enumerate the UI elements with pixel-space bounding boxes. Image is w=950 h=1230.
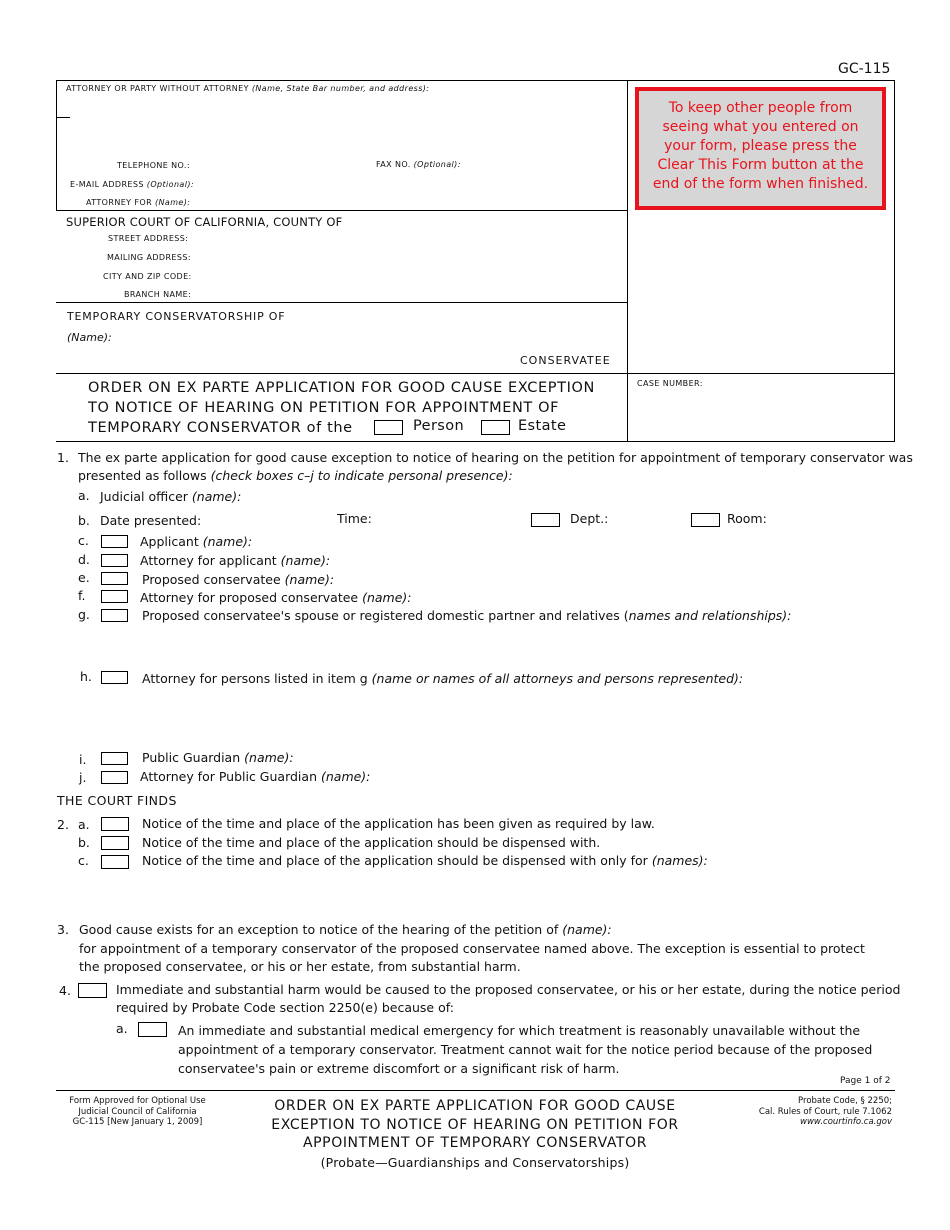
medical-emergency-text <box>178 1021 872 1078</box>
spouse-relatives-input[interactable] <box>140 628 889 668</box>
item1-f-letter: f. <box>78 588 86 603</box>
item4-line-2: required by Probate Code section 2250(e) because of: <box>116 1000 454 1015</box>
item3-line-2: for appointment of a temporary conservator of the proposed conservatee named above. The exception is essential to protect <box>79 941 865 956</box>
conservatorship-label: TEMPORARY CONSERVATORSHIP OF <box>67 310 286 323</box>
footer-rule <box>56 1090 895 1091</box>
item3-number: 3. <box>57 922 69 937</box>
immediate-harm-checkbox[interactable] <box>78 983 107 998</box>
attorney-conservatee-checkbox[interactable] <box>101 590 128 603</box>
attorney-public-guardian-input[interactable] <box>372 767 882 783</box>
conservatee-name-input[interactable] <box>120 327 620 343</box>
attorney-applicant-checkbox[interactable] <box>101 554 128 567</box>
attorney-persons-input[interactable] <box>140 690 889 749</box>
item4-number: 4. <box>59 983 71 998</box>
case-number-input[interactable] <box>635 392 890 436</box>
notice-dispensed-only-text: Notice of the time and place of the application should be dispensed with only for (names): <box>142 853 708 868</box>
item1-d-letter: d. <box>78 552 90 567</box>
footer-subtitle: (Probate—Guardianships and Conservatorships) <box>320 1154 630 1170</box>
applicant-label: Applicant (name): <box>140 534 253 549</box>
judicial-officer-label: Judicial officer (name): <box>100 489 242 504</box>
person-label: Person <box>413 418 465 434</box>
header-bottom-border <box>56 441 895 442</box>
attorney-persons-label: Attorney for persons listed in item g (name or names of all attorneys and persons represented): <box>142 671 744 686</box>
item1-a-letter: a. <box>78 488 90 503</box>
time-label: Time: <box>337 511 372 526</box>
item2-a-letter: a. <box>78 817 90 832</box>
item4-line-1: Immediate and substantial harm would be caused to the proposed conservatee, or his or her estate, during the notice period <box>116 982 901 997</box>
page-number: Page 1 of 2 <box>840 1076 891 1086</box>
footer-right-3[interactable]: www.courtinfo.ca.gov <box>800 1117 892 1127</box>
dept-label: Dept.: <box>570 511 609 526</box>
form-id: GC-115 <box>838 61 891 77</box>
conservatee-label: CONSERVATEE <box>520 354 611 367</box>
notice-dispensed-only-checkbox[interactable] <box>101 855 129 869</box>
public-guardian-label: Public Guardian (name): <box>142 750 294 765</box>
date-presented-input[interactable] <box>202 511 327 527</box>
footer-left-3: GC-115 [New January 1, 2009] <box>72 1117 203 1127</box>
public-guardian-checkbox[interactable] <box>101 752 128 765</box>
item1-number: 1. <box>57 450 69 465</box>
clear-form-notice-text: To keep other people from seeing what you entered on your form, please press the Clear This Form button at the end of the form when finished. <box>652 100 869 192</box>
item1-g-letter: g. <box>78 607 90 622</box>
header-top-border <box>56 80 895 81</box>
header-right-border <box>894 80 895 442</box>
attorney-applicant-label: Attorney for applicant (name): <box>140 553 331 568</box>
notice-dispensed-names-input[interactable] <box>142 872 889 916</box>
judicial-officer-input[interactable] <box>245 487 885 503</box>
footer-title <box>240 1097 710 1172</box>
notice-given-checkbox[interactable] <box>101 817 129 831</box>
time-input[interactable] <box>375 509 525 525</box>
item1-h-letter: h. <box>80 669 92 684</box>
email-label: E-MAIL ADDRESS (Optional): <box>70 180 194 189</box>
person-checkbox[interactable] <box>374 420 403 435</box>
medical-emergency-checkbox[interactable] <box>138 1022 167 1037</box>
notice-dispensed-text: Notice of the time and place of the application should be dispensed with. <box>142 835 601 850</box>
medical-emergency-line-2: appointment of a temporary conservator. Treatment cannot wait for the notice period because of the proposed <box>178 1042 873 1057</box>
branch-label: BRANCH NAME: <box>124 290 192 299</box>
city-label: CITY AND ZIP CODE: <box>103 272 192 281</box>
public-guardian-input[interactable] <box>298 748 883 764</box>
estate-checkbox[interactable] <box>481 420 510 435</box>
item1-b-letter: b. <box>78 513 90 528</box>
item1-j-letter: j. <box>79 770 87 785</box>
attorney-conservatee-input[interactable] <box>410 588 885 604</box>
header-divider <box>627 80 628 442</box>
header-left-border-1 <box>56 80 57 210</box>
notice-given-text: Notice of the time and place of the application has been given as required by law. <box>142 816 655 831</box>
court-label: SUPERIOR COURT OF CALIFORNIA, COUNTY OF <box>66 215 343 229</box>
notice-dispensed-checkbox[interactable] <box>101 836 129 850</box>
room-input[interactable] <box>770 509 885 525</box>
room-checkbox[interactable] <box>691 513 720 527</box>
footer-left-1: Form Approved for Optional Use <box>69 1096 206 1106</box>
item1-e-letter: e. <box>78 570 90 585</box>
footer-right <box>710 1096 892 1128</box>
petitioner-name-input[interactable] <box>600 920 883 936</box>
street-label: STREET ADDRESS: <box>108 234 189 243</box>
attorney-public-guardian-checkbox[interactable] <box>101 771 128 784</box>
item1-text-2: presented as follows (check boxes c–j to indicate personal presence): <box>78 468 513 483</box>
medical-emergency-line-3: conservatee's pain or extreme discomfort or a significant risk of harm. <box>178 1061 620 1076</box>
name-label: (Name): <box>67 331 112 344</box>
title-line-2: TO NOTICE OF HEARING ON PETITION FOR APPOINTMENT OF <box>88 400 560 416</box>
fax-input[interactable] <box>468 157 618 171</box>
proposed-conservatee-input[interactable] <box>338 570 883 586</box>
applicant-input[interactable] <box>252 532 882 548</box>
proposed-conservatee-label: Proposed conservatee (name): <box>142 572 335 587</box>
item1-text-1: The ex parte application for good cause exception to notice of hearing on the petition for appointment of temporary conservator was <box>78 450 913 465</box>
mailing-label: MAILING ADDRESS: <box>107 253 191 262</box>
attorney-for-label: ATTORNEY FOR (Name): <box>86 198 191 207</box>
attorney-for-input[interactable] <box>198 194 618 208</box>
footer-right-1: Probate Code, § 2250; <box>798 1096 892 1106</box>
footer-left-2: Judicial Council of California <box>78 1106 197 1117</box>
title-line-1: ORDER ON EX PARTE APPLICATION FOR GOOD CAUSE EXCEPTION <box>88 380 595 396</box>
footer-right-2: Cal. Rules of Court, rule 7.1062 <box>758 1106 892 1117</box>
attorney-input[interactable] <box>70 95 620 155</box>
case-number-label: CASE NUMBER: <box>637 379 703 388</box>
email-input[interactable] <box>198 176 618 190</box>
footer-left <box>60 1096 215 1128</box>
attorney-label: ATTORNEY OR PARTY WITHOUT ATTORNEY (Name, State Bar number, and address): <box>66 84 430 93</box>
item2-c-letter: c. <box>78 853 89 868</box>
attorney-applicant-input[interactable] <box>328 551 883 567</box>
clear-form-notice-box <box>635 87 886 210</box>
court-finds-heading: THE COURT FINDS <box>57 793 177 808</box>
item3-line-1: Good cause exists for an exception to notice of the hearing of the petition of (name): <box>79 922 612 937</box>
fax-label: FAX NO. (Optional): <box>376 160 461 169</box>
telephone-input[interactable] <box>198 157 368 171</box>
item2-number: 2. <box>57 817 69 832</box>
court-box-bottom <box>56 302 628 303</box>
attorney-mark <box>56 117 70 118</box>
spouse-relatives-checkbox[interactable] <box>101 609 128 622</box>
item4-a-letter: a. <box>116 1021 128 1036</box>
item3-line-3: the proposed conservatee, or his or her estate, from substantial harm. <box>79 959 521 974</box>
medical-emergency-line-1: An immediate and substantial medical emergency for which treatment is reasonably unavailable without the <box>178 1023 861 1038</box>
applicant-checkbox[interactable] <box>101 535 128 548</box>
estate-label: Estate <box>518 418 567 434</box>
title-line-3: TEMPORARY CONSERVATOR of the <box>88 420 353 436</box>
room-label: Room: <box>727 511 767 526</box>
caption-box-bottom <box>56 373 895 374</box>
item1-c-letter: c. <box>78 533 89 548</box>
attorney-persons-checkbox[interactable] <box>101 671 128 684</box>
date-presented-label: Date presented: <box>100 513 202 528</box>
telephone-label: TELEPHONE NO.: <box>117 161 190 170</box>
proposed-conservatee-checkbox[interactable] <box>101 572 128 585</box>
footer-title-3: APPOINTMENT OF TEMPORARY CONSERVATOR <box>302 1135 648 1151</box>
attorney-conservatee-label: Attorney for proposed conservatee (name): <box>140 590 412 605</box>
attorney-box-bottom <box>56 210 628 211</box>
item2-b-letter: b. <box>78 835 90 850</box>
footer-title-2: EXCEPTION TO NOTICE OF HEARING ON PETITION FOR <box>271 1116 679 1133</box>
item1-i-letter: i. <box>79 752 87 767</box>
spouse-relatives-label: Proposed conservatee's spouse or registered domestic partner and relatives (names and relationships): <box>142 608 792 623</box>
dept-input[interactable] <box>610 509 685 525</box>
attorney-public-guardian-label: Attorney for Public Guardian (name): <box>140 769 371 784</box>
footer-title-1: ORDER ON EX PARTE APPLICATION FOR GOOD CAUSE <box>274 1098 676 1114</box>
dept-checkbox[interactable] <box>531 513 560 527</box>
